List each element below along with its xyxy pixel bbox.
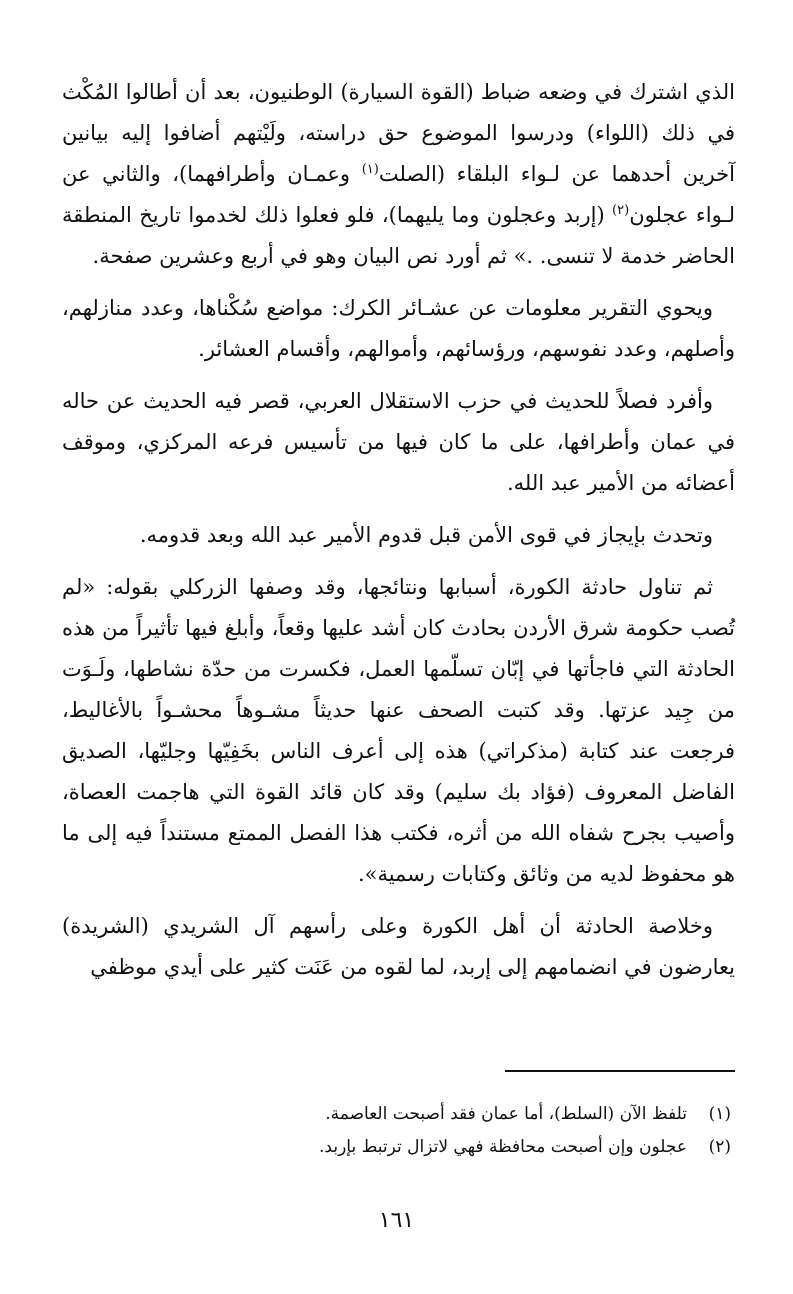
paragraph-1-text-end: (إربد وعجلون وما يليهما)، فلو فعلوا ذلك لخدموا تاريخ المنطقة الحاضر خدمة لا تنسى. .» ثم أورد نص البيان وهو في أربع وعشرين صفحة. (62, 203, 735, 268)
paragraph-1-text-after: وعمـان وأطرافهما)، والثاني عن لـواء عجلون (62, 162, 735, 227)
footnote-ref-1: (١) (361, 162, 379, 177)
main-text (62, 72, 735, 988)
footnote-2-text: عجلون وإن أصبحت محافظة فهي لاتزال ترتبط بإربد. (319, 1137, 687, 1157)
paragraph-1 (62, 72, 735, 277)
footnote-2-number: (٢) (708, 1137, 731, 1157)
footnote-1-text: تلفظ الآن (السلط)، أما عمان فقد أصبحت العاصمة. (325, 1104, 687, 1124)
paragraph-2: ويحوي التقرير معلومات عن عشـائر الكرك: مواضع سُكْناها، وعدد منازلهم، وأصلهم، وعدد نفوسهم، ورؤسائهم، وأموالهم، وأقسام العشائر. (62, 296, 735, 361)
footnote-1-number: (١) (708, 1104, 731, 1124)
paragraph-3: وأفرد فصلاً للحديث في حزب الاستقلال العربي، قصر فيه الحديث عن حاله في عمان وأطرافها، على ما كان فيها من تأسيس فرعه المركزي، وموقف أعضائه من الأمير عبد الله. (62, 389, 735, 495)
paragraph-4: وتحدث بإيجاز في قوى الأمن قبل قدوم الأمير عبد الله وبعد قدومه. (139, 523, 713, 547)
paragraph-6: وخلاصة الحادثة أن أهل الكورة وعلى رأسهم آل الشريدي (الشريدة) يعارضون في انضمامهم إلى إربد، لما لقوه من عَنَت كثير على أيدي موظفي (62, 914, 735, 979)
page-number: ١٦١ (378, 1208, 415, 1233)
footnotes (62, 1098, 731, 1164)
paragraph-5: ثم تناول حادثة الكورة، أسبابها ونتائجها، وقد وصفها الزركلي بقوله: «لم تُصب حكومة شرق الأردن بحادث كان أشد عليها وقعاً، وأبلغ فيها تأثيراً من هذه الحادثة التي فاجأتها في إبّان تسلّمها العمل، فكسرت من حدّة نشاطها، ولَـوَت من جِيد عزتها. وقد كتبت الصحف عنها حديثاً مشـوهاً محشـواً بالأغاليط، فرجعت عند كتابة (مذكراتي) هذه إلى أعرف الناس بخَفِيّها وجليّها، الصديق الفاضل المعروف (فؤاد بك سليم) وقد كان قائد القوة التي هاجمت العصاة، وأصيب بجرح شفاه الله من أثره، فكتب هذا الفصل الممتع مستنداً فيه إلى ما هو محفوظ لديه من وثائق وكتابات رسمية». (62, 575, 736, 886)
footnote-1 (62, 1098, 731, 1131)
footnote-ref-2: (٢) (612, 203, 630, 218)
footnote-2 (62, 1131, 731, 1164)
paragraph-1-text: الذي اشترك في وضعه ضباط (القوة السيارة) الوطنيون، بعد أن أطالوا المُكْث في ذلك (اللواء) ودرسوا الموضوع حق دراسته، ولَيْتهم أضافوا إليه بيانين آخرين أحدهما عن لـواء البلقاء (الصلت (62, 80, 735, 186)
footnote-separator (505, 1070, 735, 1072)
